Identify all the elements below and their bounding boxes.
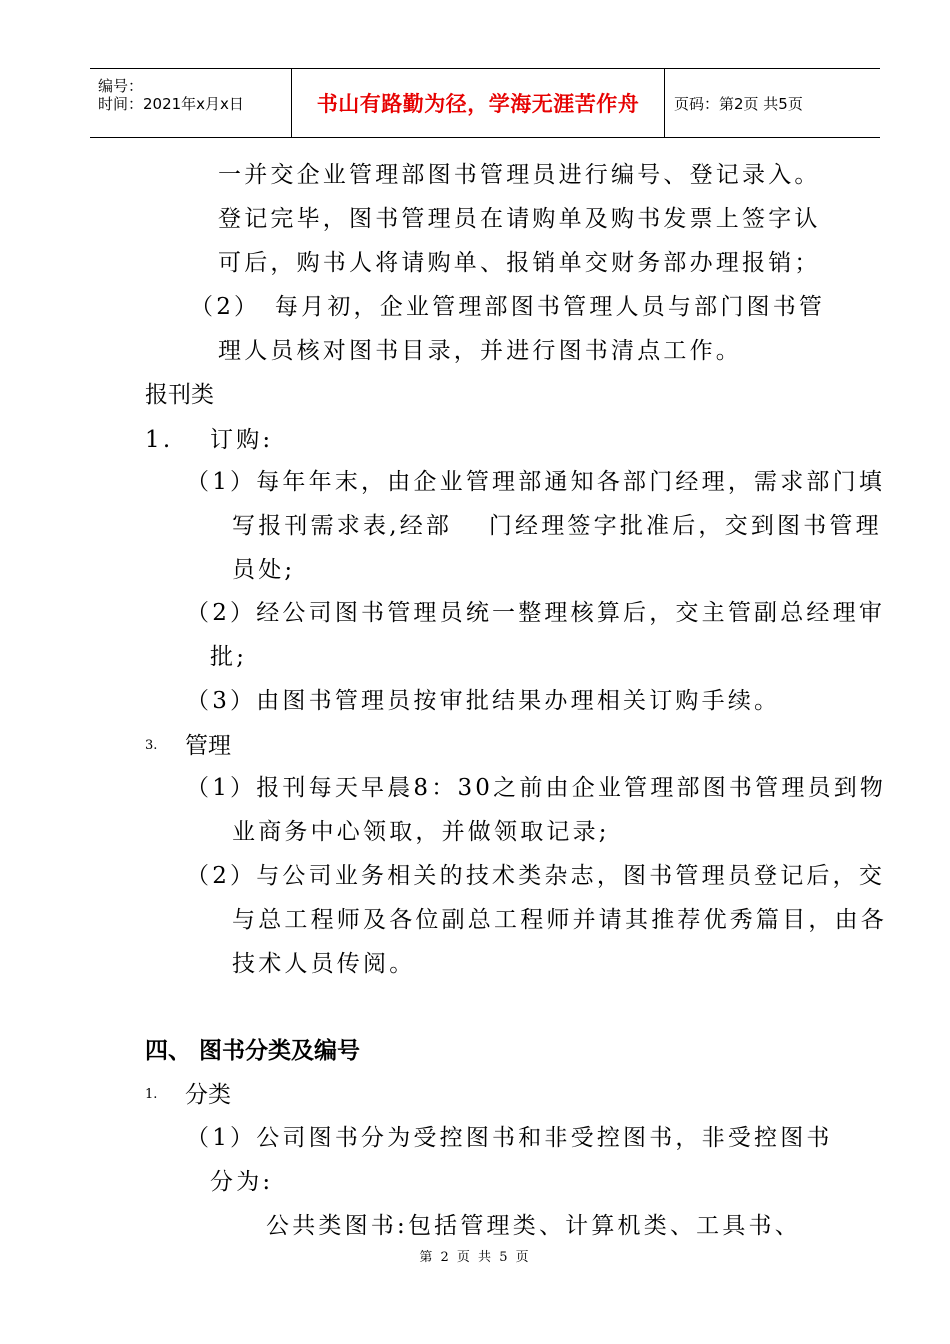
list-item-continued: 技术人员传阅。 [232, 951, 416, 977]
section-heading-4: 四、 图书分类及编号 [145, 1038, 361, 1064]
page-footer: 第 2 页 共 5 页 [419, 1250, 531, 1265]
header-motto: 书山有路勤为径，学海无涯苦作舟 [316, 92, 640, 116]
subheading-order: 订购: [210, 427, 274, 453]
header-page-cell [664, 69, 880, 137]
paragraph-line: 理人员核对图书目录，并进行图书清点工作。 [218, 338, 742, 364]
list-item: （2）与公司业务相关的技术类杂志，图书管理员登记后，交 [186, 863, 886, 889]
list-number: 1. [145, 427, 174, 453]
doc-time-label: 时间：2021年x月x日 [98, 95, 244, 113]
list-item: （1）公司图书分为受控图书和非受控图书，非受控图书 [186, 1125, 833, 1151]
list-item-continued: 批; [210, 644, 248, 670]
paragraph-line: 登记完毕，图书管理员在请购单及购书发票上签字认 [218, 206, 821, 232]
list-item-continued: 与总工程师及各位副总工程师并请其推荐优秀篇目，由各 [232, 907, 887, 933]
paragraph-line: 可后，购书人将请购单、报销单交财务部办理报销； [218, 250, 821, 276]
list-item-continued: 员处; [232, 557, 296, 583]
section-heading-journals: 报刊类 [145, 382, 214, 408]
list-item: （3）由图书管理员按审批结果办理相关订购手续。 [186, 688, 781, 714]
list-item-continued: 业商务中心领取，并做领取记录; [232, 819, 610, 845]
paragraph-line: 一并交企业管理部图书管理员进行编号、登记录入。 [218, 162, 821, 188]
list-number: 1. [145, 1087, 158, 1102]
list-item-continued: 公共类图书:包括管理类、计算机类、工具书、 [266, 1213, 801, 1239]
list-item: （1）每年年末，由企业管理部通知各部门经理，需求部门填 [186, 469, 886, 495]
doc-number-label: 编号： [98, 77, 144, 95]
list-number: 3. [145, 738, 158, 753]
header-meta [90, 69, 290, 137]
list-item-continued: 写报刊需求表,经部 门经理签字批准后，交到图书管理 [232, 513, 882, 539]
subheading-classify: 分类 [185, 1082, 231, 1108]
subheading-manage: 管理 [185, 733, 231, 759]
list-item: （2）经公司图书管理员统一整理核算后，交主管副总经理审 [186, 600, 886, 626]
page-header [90, 68, 880, 138]
list-item: （1）报刊每天早晨8：30之前由企业管理部图书管理员到物 [186, 775, 887, 801]
header-page-info: 页码：第2页 共5页 [674, 94, 803, 113]
paragraph-line: （2） 每月初，企业管理部图书管理人员与部门图书管 [190, 294, 826, 320]
header-motto-cell [291, 69, 665, 137]
list-item-continued: 分为: [210, 1169, 274, 1195]
